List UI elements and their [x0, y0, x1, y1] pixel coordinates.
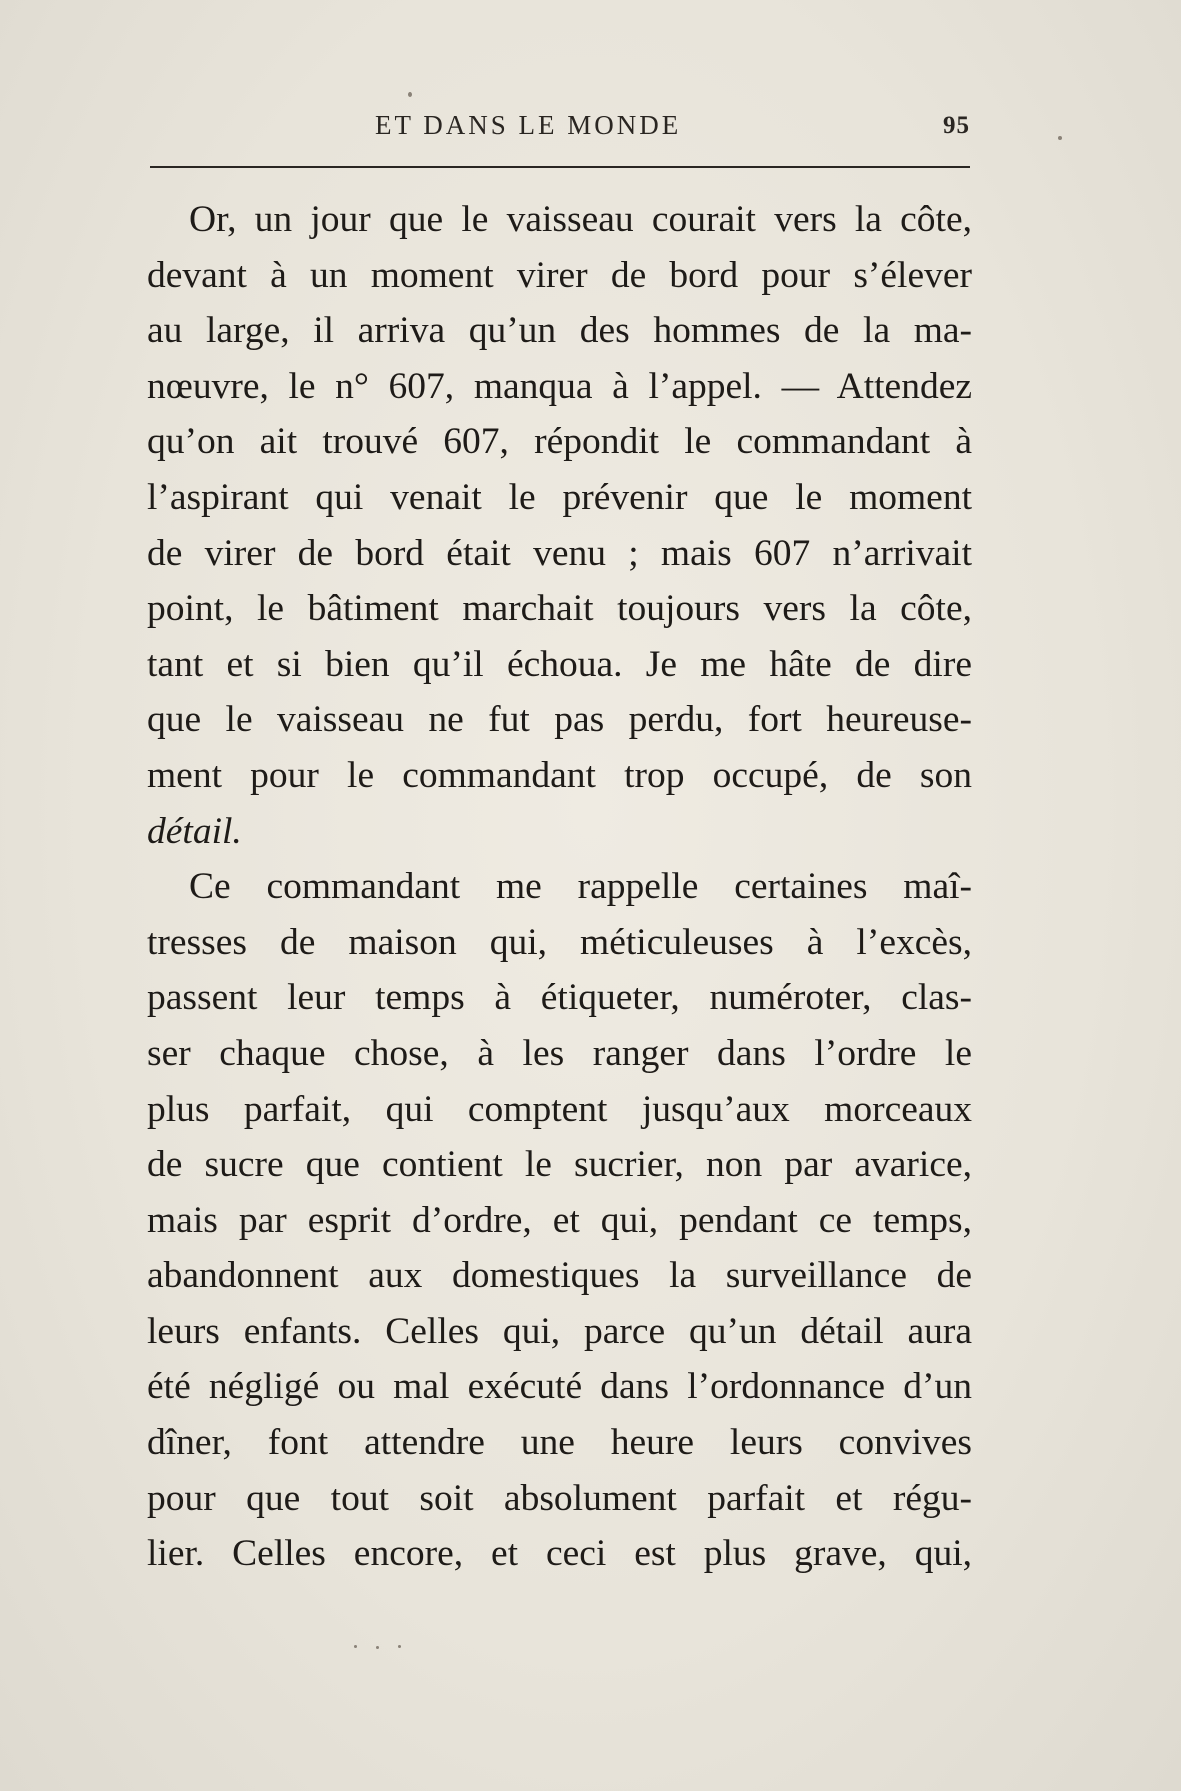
text-line: lier. Celles encore, et ceci est plus grave, qui,	[147, 1533, 972, 1575]
text-line: tresses de maison qui, méticuleuses à l’excès,	[147, 921, 972, 963]
text-line: dîner, font attendre une heure leurs convives	[147, 1422, 972, 1464]
running-head: ET DANS LE MONDE	[375, 110, 682, 140]
text-line: de virer de bord était venu ; mais 607 n’arrivait	[147, 532, 972, 574]
text-line: point, le bâtiment marchait toujours vers la côte,	[147, 588, 972, 630]
text-line: l’aspirant qui venait le prévenir que le moment	[147, 476, 972, 518]
text-line: ment pour le commandant trop occupé, de son	[147, 754, 972, 796]
text-line: leurs enfants. Celles qui, parce qu’un détail aura	[147, 1310, 972, 1352]
text-line: Ce commandant me rappelle certaines maî-	[189, 866, 972, 908]
text-line: mais par esprit d’ordre, et qui, pendant ce temps,	[147, 1199, 972, 1241]
text-line: de sucre que contient le sucrier, non par avarice,	[147, 1144, 972, 1186]
paragraph-1	[147, 192, 972, 859]
body-text	[147, 192, 972, 1582]
text-line: Or, un jour que le vaisseau courait vers la côte,	[189, 199, 972, 240]
header-rule	[150, 166, 970, 168]
paper-speck	[408, 92, 412, 97]
paper-speck	[1058, 136, 1062, 140]
page-header	[150, 106, 970, 146]
text-line: que le vaisseau ne fut pas perdu, fort heureuse-	[147, 699, 972, 741]
paragraph-2	[147, 859, 972, 1582]
text-line: ser chaque chose, à les ranger dans l’ordre le	[147, 1032, 972, 1074]
text-line: abandonnent aux domestiques la surveillance de	[147, 1255, 972, 1297]
paper-speck	[376, 1646, 379, 1649]
paper-speck	[354, 1645, 357, 1648]
paper-speck	[398, 1645, 401, 1648]
text-line: passent leur temps à étiqueter, numéroter, clas-	[147, 977, 972, 1019]
text-line: au large, il arriva qu’un des hommes de la ma-	[147, 310, 972, 352]
text-line: plus parfait, qui comptent jusqu’aux morceaux	[147, 1088, 972, 1130]
text-line: été négligé ou mal exécuté dans l’ordonnance d’un	[147, 1366, 972, 1408]
text-line: tant et si bien qu’il échoua. Je me hâte de dire	[147, 643, 972, 685]
text-line: devant à un moment virer de bord pour s’élever	[147, 254, 972, 296]
page-number: 95	[943, 112, 970, 139]
text-line: qu’on ait trouvé 607, répondit le commandant à	[147, 421, 972, 463]
text-line: nœuvre, le n° 607, manqua à l’appel. — Attendez	[147, 365, 972, 407]
text-line-italic: détail.	[147, 810, 242, 852]
text-line: pour que tout soit absolument parfait et régu-	[147, 1477, 972, 1519]
